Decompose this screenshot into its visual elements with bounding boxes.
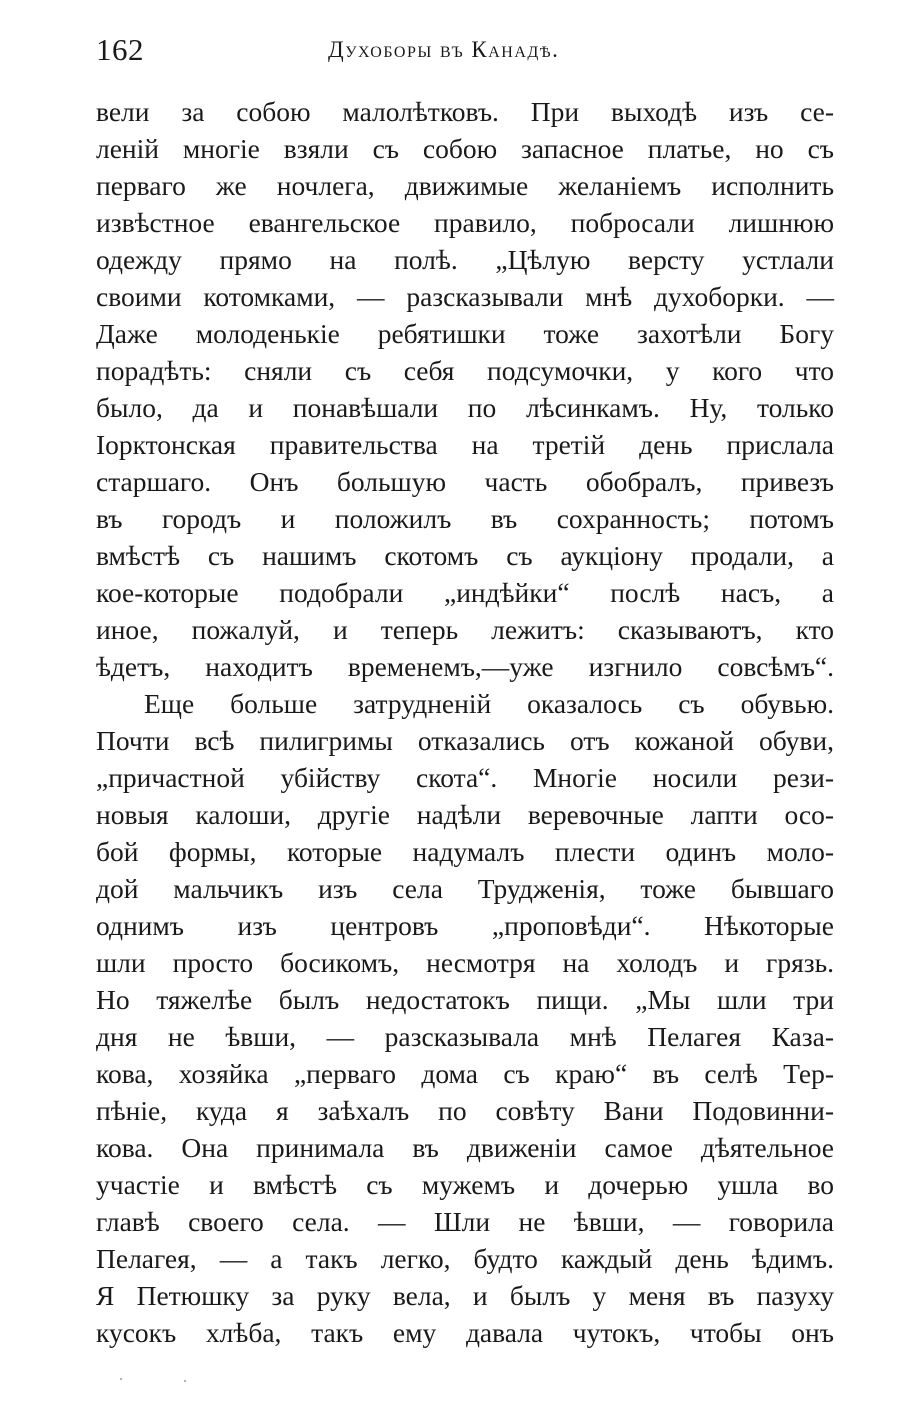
text-line: Пелагея, — а такъ легко, будто каждый день ѣдимъ.: [96, 1243, 834, 1274]
text-line: новыя калоши, другіе надѣли веревочные лапти осо-: [96, 799, 834, 830]
text-line: вмѣстѣ съ нашимъ скотомъ съ аукціону продали, а: [96, 540, 834, 571]
scan-speck: [120, 1378, 122, 1380]
text-line: кова. Она принимала въ движеніи самое дѣятельное: [96, 1132, 834, 1163]
paragraph-first-line: Еще больше затрудненій оказалось съ обувью.: [144, 688, 834, 719]
text-line: иное, пожалуй, и теперь лежитъ: сказываютъ, кто: [96, 614, 834, 645]
text-line: перваго же ночлега, движимые желаніемъ исполнить: [96, 170, 834, 201]
text-line: Почти всѣ пилигримы отказались отъ кожаной обуви,: [96, 725, 834, 756]
text-line: дня не ѣвши, — разсказывала мнѣ Пелагея Каза-: [96, 1021, 834, 1052]
text-line: бой формы, которые надумалъ плести одинъ моло-: [96, 836, 834, 867]
scan-speck: [184, 1380, 186, 1382]
running-title: Духоборы въ Канадѣ.: [328, 37, 560, 62]
text-line: извѣстное евангельское правило, побросали лишнюю: [96, 207, 834, 238]
text-line: кое-которые подобрали „индѣйки“ послѣ насъ, а: [96, 577, 834, 608]
text-line: леній многіе взяли съ собою запасное платье, но съ: [96, 133, 834, 164]
text-line: главѣ своего села. — Шли не ѣвши, — говорила: [96, 1206, 834, 1237]
text-line: Іорктонская правительства на третій день прислала: [96, 429, 834, 460]
text-line: Даже молоденькіе ребятишки тоже захотѣли Богу: [96, 318, 834, 349]
page-number: 162: [96, 32, 144, 67]
text-line: порадѣть: сняли съ себя подсумочки, у кого что: [96, 355, 834, 386]
text-line: старшаго. Онъ большую часть обобралъ, привезъ: [96, 466, 834, 497]
text-line: одежду прямо на полѣ. „Цѣлую версту устлали: [96, 244, 834, 275]
text-line: Но тяжелѣе былъ недостатокъ пищи. „Мы шли три: [96, 984, 834, 1015]
text-line: дой мальчикъ изъ села Трудженія, тоже бывшаго: [96, 873, 834, 904]
text-line: своими котомками, — разсказывали мнѣ духоборки. —: [96, 281, 834, 312]
text-line: было, да и понавѣшали по лѣсинкамъ. Ну, только: [96, 392, 834, 423]
text-line: Я Петюшку за руку вела, и былъ у меня въ пазуху: [96, 1280, 834, 1311]
text-line: кова, хозяйка „перваго дома съ краю“ въ селѣ Тер-: [96, 1058, 834, 1089]
text-line: шли просто босикомъ, несмотря на холодъ и грязь.: [96, 947, 834, 978]
text-line: однимъ изъ центровъ „проповѣди“. Нѣкоторые: [96, 910, 834, 941]
body-text: [96, 93, 834, 1351]
text-line: кусокъ хлѣба, такъ ему давала чутокъ, чтобы онъ: [96, 1317, 834, 1348]
text-line: пѣніе, куда я заѣхалъ по совѣту Вани Подовинни-: [96, 1095, 834, 1126]
text-line: вели за собою малолѣтковъ. При выходѣ изъ се-: [96, 96, 834, 127]
text-line: въ городъ и положилъ въ сохранность; потомъ: [96, 503, 834, 534]
text-line: участіе и вмѣстѣ съ мужемъ и дочерью ушла во: [96, 1169, 834, 1200]
text-line: ѣдетъ, находитъ временемъ,—уже изгнило совсѣмъ“.: [96, 651, 834, 682]
page-header: [96, 28, 834, 72]
text-line: „причастной убійству скота“. Многіе носили рези-: [96, 762, 834, 793]
